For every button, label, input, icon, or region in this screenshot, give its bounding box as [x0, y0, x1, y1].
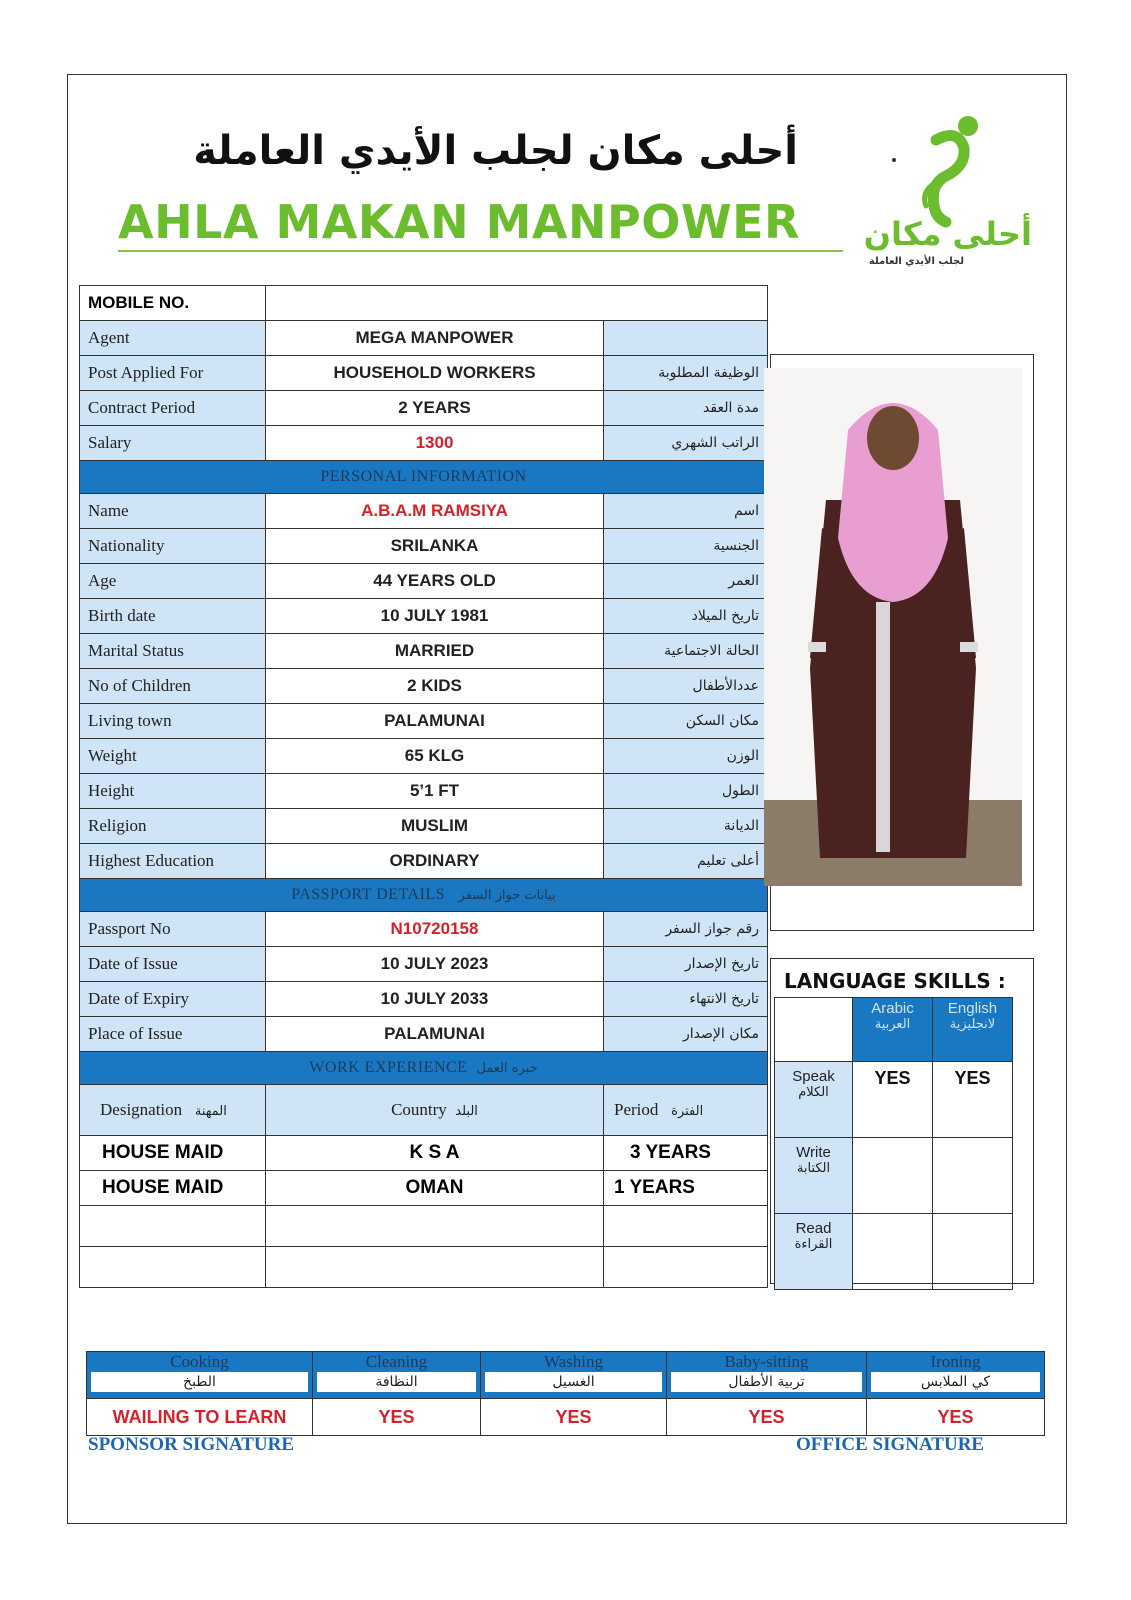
- work-period: 3 YEARS: [604, 1136, 768, 1171]
- write-label: Write: [796, 1144, 831, 1161]
- arabic-header-label: Arabic: [871, 1000, 914, 1017]
- sponsor-signature-label: SPONSOR SIGNATURE: [88, 1434, 295, 1455]
- salary-value: 1300: [266, 426, 604, 461]
- period-column-header: [604, 1085, 768, 1136]
- agent-label: Agent: [80, 321, 266, 356]
- education-label: Highest Education: [80, 844, 266, 879]
- logo-text-arabic: أحلى مكان: [863, 215, 1032, 253]
- post-label: Post Applied For: [80, 356, 266, 391]
- designation-column-header: [80, 1085, 266, 1136]
- agent-label-arabic: [604, 321, 768, 356]
- personal-info-title: PERSONAL INFORMATION: [80, 461, 768, 494]
- height-label-arabic: الطول: [604, 774, 768, 809]
- agent-value: MEGA MANPOWER: [266, 321, 604, 356]
- work-country: K S A: [266, 1136, 604, 1171]
- read-english-value: [933, 1214, 1013, 1290]
- cooking-value: WAILING TO LEARN: [87, 1399, 313, 1436]
- passport-no-label: Passport No: [80, 912, 266, 947]
- issue-date-label-arabic: تاريخ الإصدار: [604, 947, 768, 982]
- passport-header: [80, 879, 768, 912]
- mobile-row: [80, 286, 768, 321]
- work-row-empty: [80, 1206, 768, 1247]
- salary-label-arabic: الراتب الشهري: [604, 426, 768, 461]
- work-designation: HOUSE MAID: [80, 1136, 266, 1171]
- designation-header: Designation: [100, 1100, 183, 1119]
- weight-value: 65 KLG: [266, 739, 604, 774]
- mobile-value: [266, 286, 768, 321]
- logo-subtitle-arabic: لجلب الأيدي العاملة: [868, 256, 964, 267]
- nationality-value: SRILANKA: [266, 529, 604, 564]
- ironing-value: YES: [867, 1399, 1045, 1436]
- nationality-label: Nationality: [80, 529, 266, 564]
- height-label: Height: [80, 774, 266, 809]
- contract-row: [80, 391, 768, 426]
- work-columns-row: [80, 1085, 768, 1136]
- religion-value: MUSLIM: [266, 809, 604, 844]
- work-row-empty: [80, 1247, 768, 1288]
- passport-title: PASSPORT DETAILS: [291, 886, 446, 903]
- name-value: A.B.A.M RAMSIYA: [266, 494, 604, 529]
- living-town-value: PALAMUNAI: [266, 704, 604, 739]
- work-experience-title-arabic: خبره العمل: [476, 1061, 538, 1076]
- weight-row: [80, 739, 768, 774]
- write-label-arabic: الكتابة: [796, 1161, 831, 1176]
- company-title-english: AHLA MAKAN MANPOWER: [118, 195, 800, 249]
- work-country: OMAN: [266, 1171, 604, 1206]
- applicant-photo: [764, 368, 1022, 886]
- household-skills-table: [86, 1351, 1045, 1436]
- height-row: [80, 774, 768, 809]
- speak-label-cell: [775, 1062, 853, 1138]
- work-experience-title: WORK EXPERIENCE: [309, 1059, 468, 1076]
- passport-no-label-arabic: رقم جواز السفر: [604, 912, 768, 947]
- application-table: [79, 285, 768, 1288]
- work-period: 1 YEARS: [604, 1171, 768, 1206]
- country-header-arabic: البلد: [455, 1104, 478, 1119]
- work-row: [80, 1171, 768, 1206]
- cleaning-header: Cleaning النظافة: [313, 1352, 481, 1399]
- place-of-issue-label: Place of Issue: [80, 1017, 266, 1052]
- post-value: HOUSEHOLD WORKERS: [266, 356, 604, 391]
- birth-date-label: Birth date: [80, 599, 266, 634]
- name-label-arabic: اسم: [604, 494, 768, 529]
- personal-info-header: [80, 461, 768, 494]
- place-of-issue-value: PALAMUNAI: [266, 1017, 604, 1052]
- marital-status-label: Marital Status: [80, 634, 266, 669]
- education-row: [80, 844, 768, 879]
- age-row: [80, 564, 768, 599]
- speak-label: Speak: [792, 1068, 835, 1085]
- english-header-label: English: [947, 1000, 998, 1017]
- language-skills-table: [774, 997, 1013, 1290]
- weight-label: Weight: [80, 739, 266, 774]
- religion-label-arabic: الديانة: [604, 809, 768, 844]
- work-experience-title-cell: [80, 1052, 768, 1085]
- birth-date-label-arabic: تاريخ الميلاد: [604, 599, 768, 634]
- place-of-issue-label-arabic: مكان الإصدار: [604, 1017, 768, 1052]
- post-row: [80, 356, 768, 391]
- name-row: [80, 494, 768, 529]
- age-value: 44 YEARS OLD: [266, 564, 604, 599]
- read-label-cell: [775, 1214, 853, 1290]
- children-label: No of Children: [80, 669, 266, 704]
- living-town-label-arabic: مكان السكن: [604, 704, 768, 739]
- baby-sitting-header: Baby-sitting تربية الأطفال: [667, 1352, 867, 1399]
- marital-status-row: [80, 634, 768, 669]
- country-header: Country: [391, 1100, 447, 1119]
- issue-date-label: Date of Issue: [80, 947, 266, 982]
- salary-row: [80, 426, 768, 461]
- marital-status-value: MARRIED: [266, 634, 604, 669]
- issue-date-row: [80, 947, 768, 982]
- speak-row: [775, 1062, 1013, 1138]
- weight-label-arabic: الوزن: [604, 739, 768, 774]
- issue-date-value: 10 JULY 2023: [266, 947, 604, 982]
- children-row: [80, 669, 768, 704]
- designation-header-arabic: المهنة: [194, 1104, 227, 1119]
- arabic-header-label-arabic: العربية: [874, 1017, 911, 1032]
- mobile-label: MOBILE NO.: [80, 286, 266, 321]
- passport-no-value: N10720158: [266, 912, 604, 947]
- contract-label: Contract Period: [80, 391, 266, 426]
- passport-title-arabic: بيانات جواز السفر: [458, 888, 556, 903]
- expiry-date-label-arabic: تاريخ الانتهاء: [604, 982, 768, 1017]
- language-header-row: [775, 998, 1013, 1062]
- arabic-column-header: [853, 998, 933, 1062]
- office-signature-label: OFFICE SIGNATURE: [796, 1434, 985, 1455]
- work-experience-header: [80, 1052, 768, 1085]
- cooking-header: Cooking الطبخ: [87, 1352, 313, 1399]
- expiry-date-value: 10 JULY 2033: [266, 982, 604, 1017]
- work-designation: HOUSE MAID: [80, 1171, 266, 1206]
- speak-arabic-value: YES: [853, 1062, 933, 1138]
- country-column-header: [266, 1085, 604, 1136]
- speak-label-arabic: الكلام: [798, 1085, 829, 1100]
- write-arabic-value: [853, 1138, 933, 1214]
- children-value: 2 KIDS: [266, 669, 604, 704]
- skills-header-row: [87, 1352, 1045, 1399]
- read-label-arabic: القراءة: [794, 1237, 833, 1252]
- read-row: [775, 1214, 1013, 1290]
- english-header-label-arabic: لانجليزية: [949, 1017, 996, 1032]
- write-label-cell: [775, 1138, 853, 1214]
- place-of-issue-row: [80, 1017, 768, 1052]
- height-value: 5’1 FT: [266, 774, 604, 809]
- read-arabic-value: [853, 1214, 933, 1290]
- language-skills-title: LANGUAGE SKILLS :: [784, 969, 1006, 993]
- cleaning-value: YES: [313, 1399, 481, 1436]
- header-underline: [118, 250, 843, 252]
- age-label: Age: [80, 564, 266, 599]
- living-town-row: [80, 704, 768, 739]
- baby-sitting-value: YES: [667, 1399, 867, 1436]
- passport-no-row: [80, 912, 768, 947]
- passport-title-cell: [80, 879, 768, 912]
- period-header: Period: [614, 1100, 659, 1119]
- write-row: [775, 1138, 1013, 1214]
- education-value: ORDINARY: [266, 844, 604, 879]
- read-label: Read: [795, 1220, 832, 1237]
- children-label-arabic: عددالأطفال: [604, 669, 768, 704]
- expiry-date-label: Date of Expiry: [80, 982, 266, 1017]
- nationality-row: [80, 529, 768, 564]
- marital-status-label-arabic: الحالة الاجتماعية: [604, 634, 768, 669]
- english-column-header: [933, 998, 1013, 1062]
- post-label-arabic: الوظيفة المطلوبة: [604, 356, 768, 391]
- write-english-value: [933, 1138, 1013, 1214]
- birth-date-value: 10 JULY 1981: [266, 599, 604, 634]
- logo-head-icon: [958, 116, 978, 136]
- living-town-label: Living town: [80, 704, 266, 739]
- name-label: Name: [80, 494, 266, 529]
- work-row: [80, 1136, 768, 1171]
- birth-date-row: [80, 599, 768, 634]
- expiry-date-row: [80, 982, 768, 1017]
- contract-label-arabic: مدة العقد: [604, 391, 768, 426]
- agent-row: [80, 321, 768, 356]
- period-header-arabic: الفترة: [671, 1104, 704, 1119]
- education-label-arabic: أعلى تعليم: [604, 844, 768, 879]
- company-title-arabic: أحلى مكان لجلب الأيدي العاملة: [193, 128, 798, 174]
- washing-value: YES: [481, 1399, 667, 1436]
- salary-label: Salary: [80, 426, 266, 461]
- skills-value-row: [87, 1399, 1045, 1436]
- nationality-label-arabic: الجنسية: [604, 529, 768, 564]
- religion-label: Religion: [80, 809, 266, 844]
- speak-english-value: YES: [933, 1062, 1013, 1138]
- religion-row: [80, 809, 768, 844]
- washing-header: Washing الغسيل: [481, 1352, 667, 1399]
- ironing-header: Ironing كي الملابس: [867, 1352, 1045, 1399]
- age-label-arabic: العمر: [604, 564, 768, 599]
- contract-value: 2 YEARS: [266, 391, 604, 426]
